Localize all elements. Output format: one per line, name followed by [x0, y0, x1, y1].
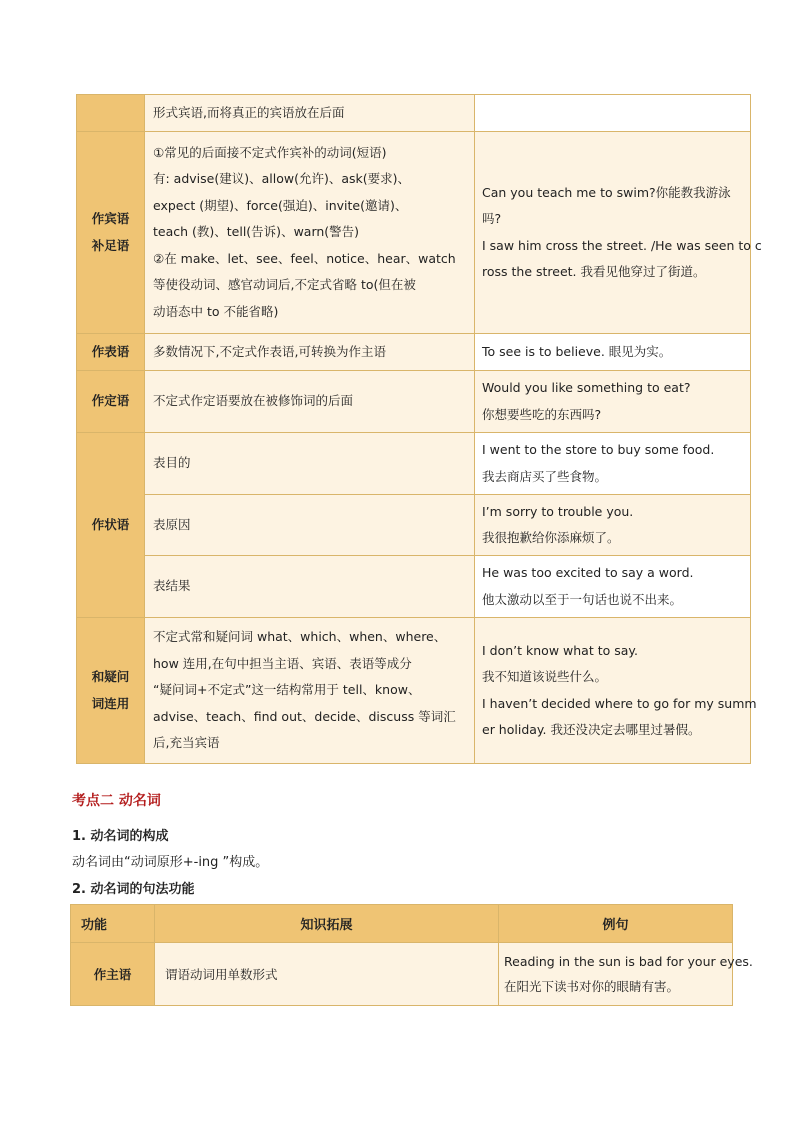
section-title: 考点二 动名词 [72, 793, 161, 809]
gerund-form-text: 动名词由“动词原形+-ing ”构成。 [72, 855, 269, 870]
knowledge-cell: 谓语动词用单数形式 [155, 943, 499, 1006]
example-cell: He was too excited to say a word. 他太激动以至于一句话也说不出来。 [475, 556, 751, 618]
knowledge-cell: 多数情况下,不定式作表语,可转换为作主语 [145, 334, 475, 371]
func-cell-predicative: 作表语 [77, 334, 145, 371]
example-cell: To see is to believe. 眼见为实。 [475, 334, 751, 371]
subheading-gerund-form: 1. 动名词的构成 [72, 829, 169, 844]
func-cell-object-complement: 作宾语 补足语 [77, 132, 145, 334]
knowledge-cell: 不定式作定语要放在被修饰词的后面 [145, 371, 475, 433]
knowledge-cell: 表原因 [145, 495, 475, 556]
example-cell: I went to the store to buy some food. 我去商店买了些食物。 [475, 433, 751, 495]
example-cell: I don’t know what to say. 我不知道该说些什么。 I haven’t decided where to go for my summ er holiday. 我还没决定去哪里过暑假。 [475, 618, 751, 764]
example-cell: Would you like something to eat? 你想要些吃的东西吗? [475, 371, 751, 433]
func-cell-attribute: 作定语 [77, 371, 145, 433]
func-cell-empty [77, 95, 145, 132]
func-cell-adverbial: 作状语 [77, 433, 145, 618]
infinitive-function-table [76, 94, 762, 764]
header-example: 例句 [499, 905, 733, 943]
example-cell: I’m sorry to trouble you. 我很抱歉给你添麻烦了。 [475, 495, 751, 556]
knowledge-cell: 表目的 [145, 433, 475, 495]
knowledge-cell: 形式宾语,而将真正的宾语放在后面 [145, 95, 475, 132]
example-cell: Reading in the sun is bad for your eyes. 在阳光下读书对你的眼睛有害。 [499, 943, 733, 1006]
subheading-gerund-function: 2. 动名词的句法功能 [72, 882, 195, 897]
example-cell: Can you teach me to swim?你能教我游泳 吗? I saw him cross the street. /He was seen to c ross the street. 我看见他穿过了街道。 [475, 132, 751, 334]
gerund-function-table [70, 904, 753, 1006]
func-cell-with-question-words: 和疑问 词连用 [77, 618, 145, 764]
knowledge-cell: ①常见的后面接不定式作宾补的动词(短语) 有: advise(建议)、allow(允许)、ask(要求)、 expect (期望)、force(强迫)、invite(邀请)、 teach (教)、tell(告诉)、warn(警告) ②在 make、let、see、feel、notice、hear、watch 等使役动词、感官动词后,不定式省略 to(但在被 动语态中 to 不能省略) [145, 132, 475, 334]
header-knowledge: 知识拓展 [155, 905, 499, 943]
header-function: 功能 [71, 905, 155, 943]
knowledge-cell: 不定式常和疑问词 what、which、when、where、 how 连用,在句中担当主语、宾语、表语等成分 “疑问词+不定式”这一结构常用于 tell、know、 advise、teach、find out、decide、discuss 等词汇 后,充当宾语 [145, 618, 475, 764]
example-cell-empty [475, 95, 751, 132]
knowledge-cell: 表结果 [145, 556, 475, 618]
func-cell-subject: 作主语 [71, 943, 155, 1006]
